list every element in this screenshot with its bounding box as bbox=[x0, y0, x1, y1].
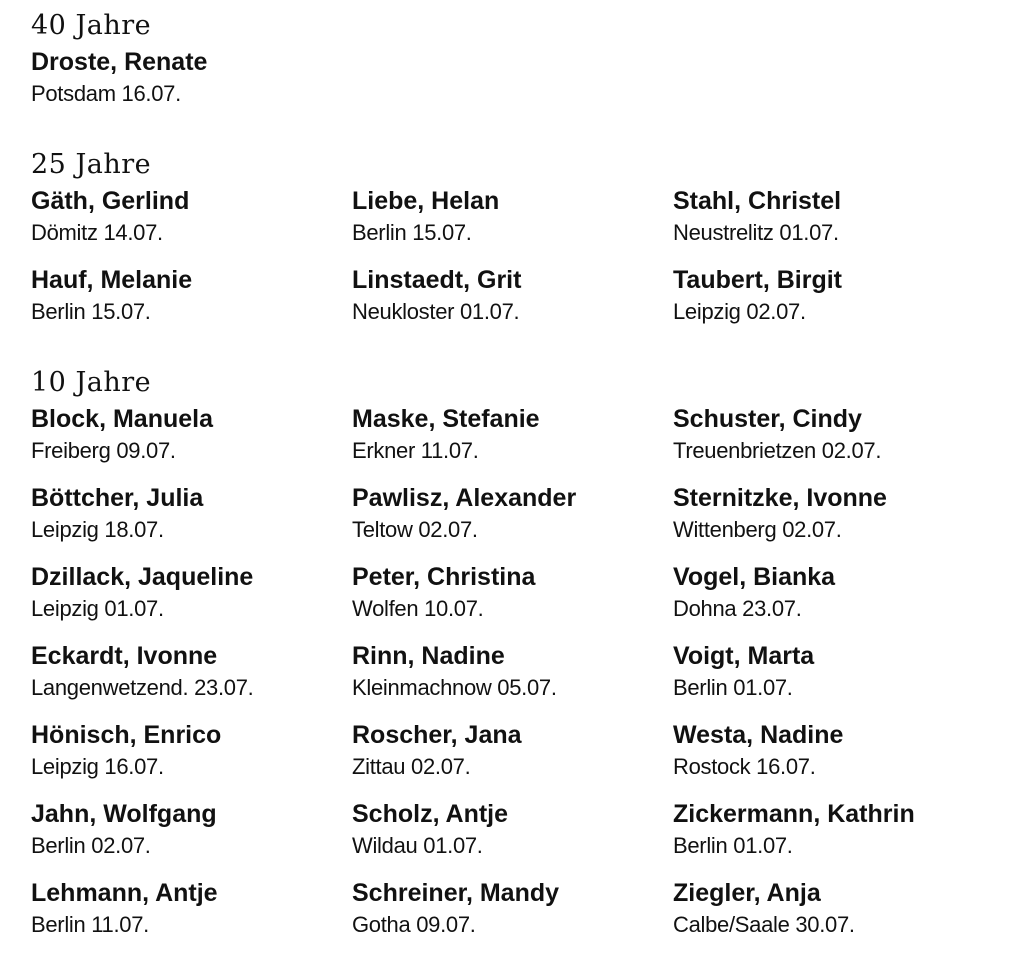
section-40-jahre bbox=[31, 6, 991, 114]
list-item bbox=[31, 877, 352, 945]
list-item bbox=[31, 185, 352, 253]
place-date: Wolfen 10.07. bbox=[352, 596, 484, 621]
place-date: Leipzig 18.07. bbox=[31, 517, 164, 542]
list-item bbox=[673, 403, 991, 471]
place-date: Berlin 01.07. bbox=[673, 675, 793, 700]
section-25-jahre bbox=[31, 145, 991, 332]
place-date: Leipzig 02.07. bbox=[673, 299, 806, 324]
place-date: Leipzig 01.07. bbox=[31, 596, 164, 621]
list-item bbox=[352, 798, 673, 866]
list-item bbox=[352, 877, 673, 945]
place-date: Treuenbrietzen 02.07. bbox=[673, 438, 882, 463]
list-item bbox=[352, 719, 673, 787]
person-name: Böttcher, Julia bbox=[31, 484, 204, 512]
person-name: Rinn, Nadine bbox=[352, 642, 505, 670]
place-date: Dömitz 14.07. bbox=[31, 220, 163, 245]
section-10-jahre bbox=[31, 363, 991, 945]
section-title: 25 Jahre bbox=[31, 149, 152, 180]
place-date: Berlin 02.07. bbox=[31, 833, 151, 858]
entry-grid bbox=[31, 185, 991, 332]
list-item bbox=[673, 640, 991, 708]
person-name: Hauf, Melanie bbox=[31, 266, 193, 294]
place-date: Berlin 01.07. bbox=[673, 833, 793, 858]
person-name: Dzillack, Jaqueline bbox=[31, 563, 254, 591]
place-date: Langenwetzend. 23.07. bbox=[31, 675, 254, 700]
person-name: Sternitzke, Ivonne bbox=[673, 484, 887, 512]
person-name: Eckardt, Ivonne bbox=[31, 642, 218, 670]
list-item bbox=[31, 640, 352, 708]
person-name: Droste, Renate bbox=[31, 48, 208, 76]
list-item bbox=[31, 561, 352, 629]
list-item bbox=[352, 640, 673, 708]
list-item bbox=[673, 561, 991, 629]
place-date: Zittau 02.07. bbox=[352, 754, 471, 779]
place-date: Berlin 11.07. bbox=[31, 912, 149, 937]
place-date: Calbe/Saale 30.07. bbox=[673, 912, 855, 937]
person-name: Zickermann, Kathrin bbox=[673, 800, 915, 828]
place-date: Freiberg 09.07. bbox=[31, 438, 176, 463]
list-item bbox=[673, 798, 991, 866]
list-item bbox=[31, 482, 352, 550]
list-item bbox=[31, 264, 352, 332]
person-name: Jahn, Wolfgang bbox=[31, 800, 217, 828]
person-name: Scholz, Antje bbox=[352, 800, 509, 828]
person-name: Liebe, Helan bbox=[352, 187, 500, 215]
person-name: Maske, Stefanie bbox=[352, 405, 540, 433]
list-item bbox=[673, 719, 991, 787]
place-date: Berlin 15.07. bbox=[31, 299, 151, 324]
list-item bbox=[31, 798, 352, 866]
place-date: Neukloster 01.07. bbox=[352, 299, 520, 324]
section-title: 10 Jahre bbox=[31, 367, 152, 398]
person-name: Hönisch, Enrico bbox=[31, 721, 222, 749]
list-item bbox=[673, 482, 991, 550]
list-item bbox=[352, 482, 673, 550]
person-name: Westa, Nadine bbox=[673, 721, 844, 749]
person-name: Pawlisz, Alexander bbox=[352, 484, 577, 512]
place-date: Rostock 16.07. bbox=[673, 754, 816, 779]
person-name: Lehmann, Antje bbox=[31, 879, 218, 907]
person-name: Linstaedt, Grit bbox=[352, 266, 522, 294]
place-date: Berlin 15.07. bbox=[352, 220, 472, 245]
person-name: Roscher, Jana bbox=[352, 721, 522, 749]
place-date: Dohna 23.07. bbox=[673, 596, 802, 621]
list-item bbox=[352, 403, 673, 471]
person-name: Block, Manuela bbox=[31, 405, 213, 433]
list-item bbox=[352, 185, 673, 253]
list-item bbox=[673, 185, 991, 253]
list-item bbox=[352, 264, 673, 332]
list-item bbox=[673, 877, 991, 945]
person-name: Gäth, Gerlind bbox=[31, 187, 190, 215]
place-date: Neustrelitz 01.07. bbox=[673, 220, 839, 245]
person-name: Peter, Christina bbox=[352, 563, 536, 591]
person-name: Schuster, Cindy bbox=[673, 405, 862, 433]
place-date: Leipzig 16.07. bbox=[31, 754, 164, 779]
place-date: Potsdam 16.07. bbox=[31, 81, 181, 106]
person-name: Schreiner, Mandy bbox=[352, 879, 560, 907]
place-date: Wittenberg 02.07. bbox=[673, 517, 842, 542]
section-title: 40 Jahre bbox=[31, 10, 152, 41]
place-date: Wildau 01.07. bbox=[352, 833, 483, 858]
list-item bbox=[352, 561, 673, 629]
place-date: Erkner 11.07. bbox=[352, 438, 479, 463]
person-name: Voigt, Marta bbox=[673, 642, 815, 670]
person-name: Taubert, Birgit bbox=[673, 266, 842, 294]
person-name: Stahl, Christel bbox=[673, 187, 842, 215]
person-name: Vogel, Bianka bbox=[673, 563, 836, 591]
list-item bbox=[31, 719, 352, 787]
list-item bbox=[673, 264, 991, 332]
entry-grid bbox=[31, 46, 991, 114]
person-name: Ziegler, Anja bbox=[673, 879, 821, 907]
place-date: Gotha 09.07. bbox=[352, 912, 476, 937]
entry-grid bbox=[31, 403, 991, 945]
list-item bbox=[31, 46, 352, 114]
place-date: Teltow 02.07. bbox=[352, 517, 478, 542]
list-item bbox=[31, 403, 352, 471]
place-date: Kleinmachnow 05.07. bbox=[352, 675, 557, 700]
